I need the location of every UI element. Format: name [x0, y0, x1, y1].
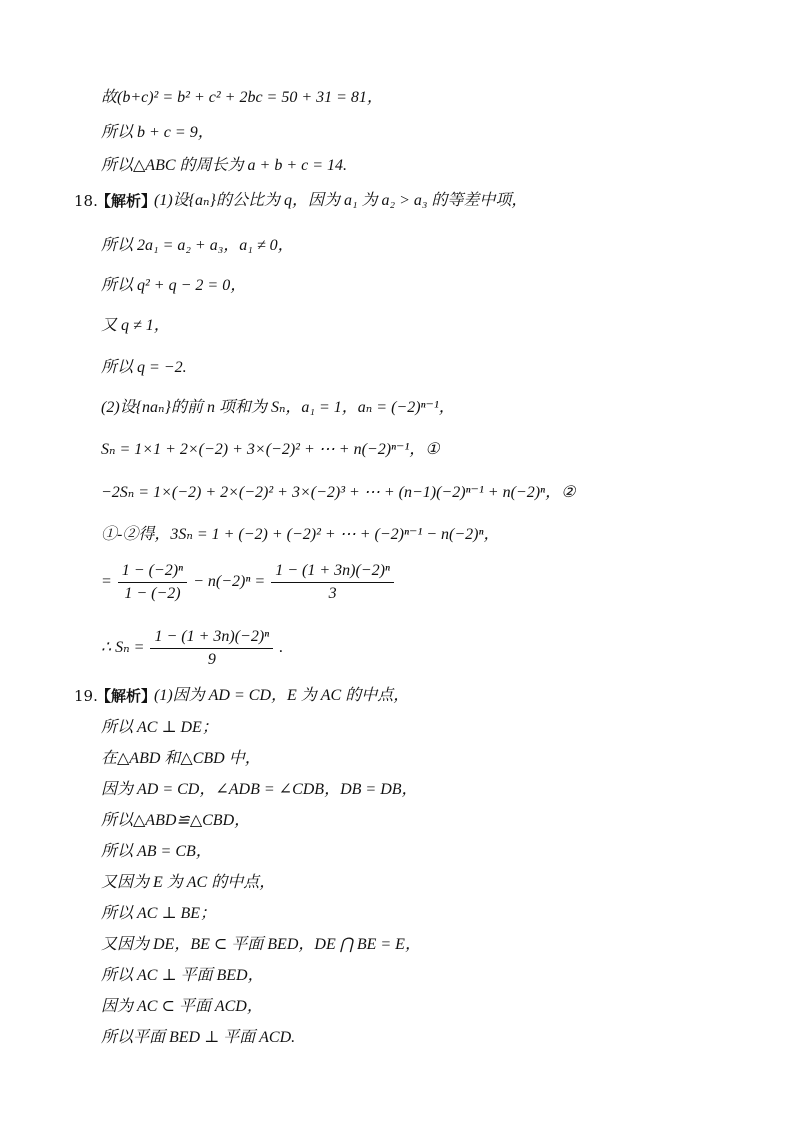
fraction	[271, 562, 394, 603]
text-line: 故(b+c)² = b² + c² + 2bc = 50 + 31 = 81，	[101, 89, 383, 106]
text-line: 所以 q = −2.	[101, 359, 187, 376]
fraction-line-1	[101, 562, 396, 603]
text-line: 所以 AC ⊥ 平面 BED，	[101, 967, 264, 984]
analysis-tag: 【解析】	[96, 192, 157, 210]
text-line: (1)因为 AD = CD，E 为 AC 的中点，	[154, 687, 410, 704]
question-number: 19.	[74, 687, 98, 705]
text-line: 在△ABD 和△CBD 中，	[101, 750, 261, 767]
text-line: (1)设{aₙ}的公比为 q，因为 a₁ 为 a₂ > a₃ 的等差中项，	[154, 192, 528, 209]
fraction-numerator: 1 − (1 + 3n)(−2)ⁿ	[271, 562, 394, 583]
text-line: 所以△ABD≌△CBD，	[101, 812, 251, 829]
analysis-tag: 【解析】	[96, 687, 157, 705]
text-line: 又因为 E 为 AC 的中点，	[101, 874, 276, 891]
equation-1: Sₙ = 1×1 + 2×(−2) + 3×(−2)² + ⋯ + n(−2)ⁿ⁻¹，①	[101, 441, 440, 458]
fraction-numerator: 1 − (−2)ⁿ	[118, 562, 187, 583]
text-line: 又 q ≠ 1，	[101, 317, 170, 334]
text-line: 所以 b + c = 9，	[101, 124, 214, 141]
fraction-denominator: 1 − (−2)	[124, 585, 181, 602]
fraction-line-2	[101, 628, 283, 669]
text-line: 所以平面 BED ⊥ 平面 ACD.	[101, 1029, 296, 1046]
fraction-denominator: 9	[207, 651, 216, 668]
text-line: 又因为 DE，BE ⊂ 平面 BED，DE ⋂ BE = E，	[101, 936, 421, 953]
text-line: (2)设{naₙ}的前 n 项和为 Sₙ，a₁ = 1，aₙ = (−2)ⁿ⁻¹，	[101, 399, 455, 416]
fraction-numerator: 1 − (1 + 3n)(−2)ⁿ	[150, 628, 273, 649]
text-line: 因为 AD = CD，∠ADB = ∠CDB，DB = DB，	[101, 781, 418, 798]
equation-2: −2Sₙ = 1×(−2) + 2×(−2)² + 3×(−2)³ + ⋯ + (n−1)(−2)ⁿ⁻¹ + n(−2)ⁿ，②	[101, 484, 576, 501]
equals-sign: =	[101, 573, 112, 591]
text-line: 所以 AB = CB，	[101, 843, 212, 860]
text-line: 所以 q² + q − 2 = 0，	[101, 277, 247, 294]
text-line: 所以 AC ⊥ BE；	[101, 905, 217, 922]
text-line: 因为 AC ⊂ 平面 ACD，	[101, 998, 263, 1015]
therefore-prefix: ∴ Sₙ =	[101, 639, 145, 657]
text-line: 所以 2a₁ = a₂ + a₃，a₁ ≠ 0，	[101, 237, 294, 254]
text-line: ①-②得，3Sₙ = 1 + (−2) + (−2)² + ⋯ + (−2)ⁿ⁻¹ − n(−2)ⁿ，	[101, 526, 500, 543]
text-line: 所以 AC ⊥ DE；	[101, 719, 218, 736]
fraction-mid-term: − n(−2)ⁿ =	[193, 573, 266, 591]
fraction-denominator: 3	[328, 585, 337, 602]
fraction	[118, 562, 187, 603]
period: .	[279, 639, 284, 657]
text-line: 所以△ABC 的周长为 a + b + c = 14.	[101, 157, 348, 174]
question-number: 18.	[74, 192, 98, 210]
fraction	[150, 628, 273, 669]
